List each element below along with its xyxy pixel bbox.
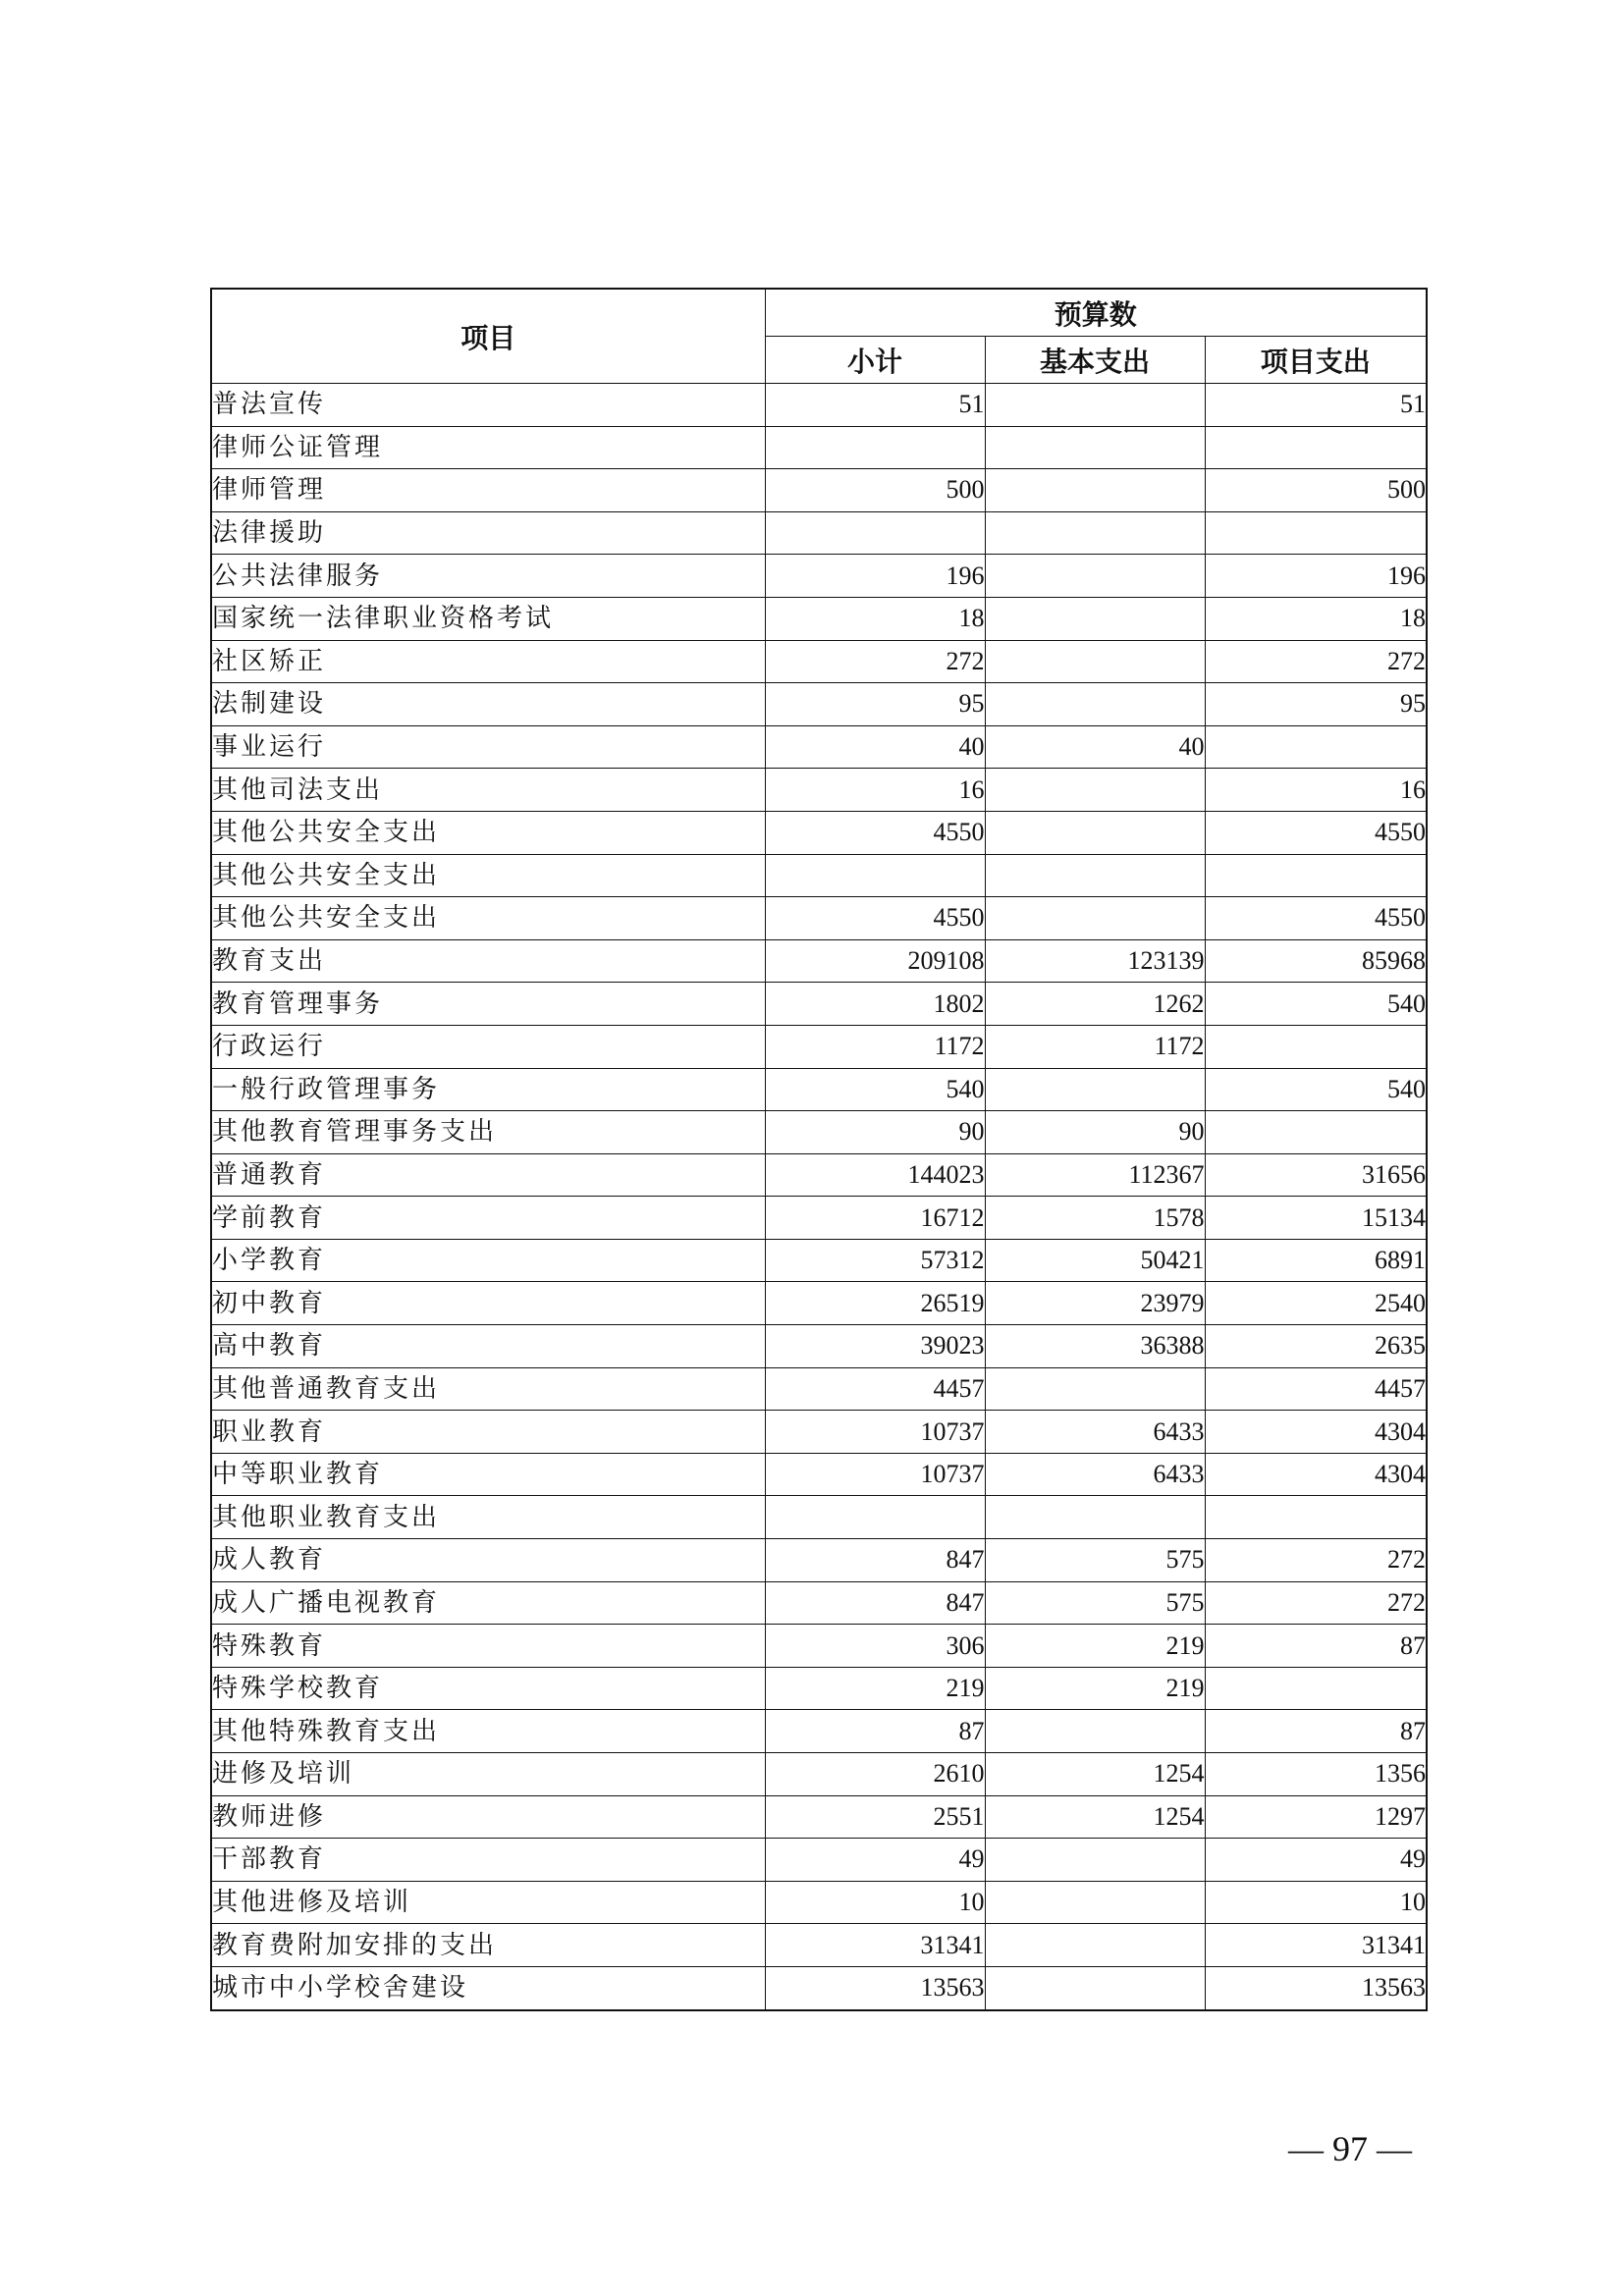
row-basic-value: 23979	[985, 1282, 1205, 1325]
row-basic-value: 6433	[985, 1453, 1205, 1496]
row-project-value: 13563	[1205, 1966, 1427, 2009]
header-project: 项目支出	[1205, 337, 1427, 384]
table-row	[211, 1325, 1427, 1368]
row-item-name: 法制建设	[211, 683, 765, 726]
row-item-name: 城市中小学校舍建设	[211, 1966, 765, 2009]
table-row	[211, 983, 1427, 1026]
row-subtotal-value: 40	[765, 725, 985, 769]
row-item-name: 高中教育	[211, 1325, 765, 1368]
table-row	[211, 1111, 1427, 1154]
row-subtotal-value: 90	[765, 1111, 985, 1154]
row-item-name: 其他公共安全支出	[211, 897, 765, 940]
row-basic-value: 1254	[985, 1795, 1205, 1839]
row-project-value: 4550	[1205, 811, 1427, 854]
row-project-value: 51	[1205, 384, 1427, 427]
table-row	[211, 384, 1427, 427]
row-item-name: 其他进修及培训	[211, 1881, 765, 1924]
table-row	[211, 1411, 1427, 1454]
row-subtotal-value: 51	[765, 384, 985, 427]
row-basic-value	[985, 854, 1205, 897]
row-subtotal-value	[765, 426, 985, 469]
row-basic-value	[985, 1966, 1205, 2009]
row-item-name: 国家统一法律职业资格考试	[211, 597, 765, 640]
table-row	[211, 1625, 1427, 1668]
table-header	[211, 289, 1427, 384]
row-subtotal-value: 209108	[765, 939, 985, 983]
row-project-value: 95	[1205, 683, 1427, 726]
row-basic-value: 112367	[985, 1153, 1205, 1197]
row-subtotal-value: 57312	[765, 1239, 985, 1282]
header-budget: 预算数	[765, 289, 1427, 337]
row-project-value: 540	[1205, 983, 1427, 1026]
table-body	[211, 384, 1427, 2010]
row-subtotal-value: 306	[765, 1625, 985, 1668]
row-subtotal-value	[765, 1496, 985, 1539]
row-project-value: 31656	[1205, 1153, 1427, 1197]
row-subtotal-value: 847	[765, 1539, 985, 1582]
row-subtotal-value: 4550	[765, 897, 985, 940]
row-project-value	[1205, 511, 1427, 555]
row-project-value: 500	[1205, 469, 1427, 512]
table-row	[211, 1282, 1427, 1325]
row-basic-value	[985, 1068, 1205, 1111]
row-subtotal-value: 49	[765, 1839, 985, 1882]
row-item-name: 社区矫正	[211, 640, 765, 683]
row-basic-value	[985, 1367, 1205, 1411]
row-subtotal-value: 16	[765, 769, 985, 812]
row-project-value: 272	[1205, 640, 1427, 683]
row-item-name: 律师公证管理	[211, 426, 765, 469]
table-row	[211, 811, 1427, 854]
row-item-name: 进修及培训	[211, 1753, 765, 1796]
row-basic-value	[985, 1839, 1205, 1882]
row-subtotal-value: 1172	[765, 1025, 985, 1068]
row-subtotal-value: 4550	[765, 811, 985, 854]
row-item-name: 事业运行	[211, 725, 765, 769]
row-item-name: 其他公共安全支出	[211, 811, 765, 854]
row-item-name: 其他教育管理事务支出	[211, 1111, 765, 1154]
row-item-name: 法律援助	[211, 511, 765, 555]
row-basic-value	[985, 1924, 1205, 1967]
row-item-name: 其他普通教育支出	[211, 1367, 765, 1411]
row-item-name: 小学教育	[211, 1239, 765, 1282]
row-project-value: 49	[1205, 1839, 1427, 1882]
row-basic-value: 50421	[985, 1239, 1205, 1282]
row-subtotal-value: 4457	[765, 1367, 985, 1411]
row-item-name: 一般行政管理事务	[211, 1068, 765, 1111]
row-subtotal-value: 144023	[765, 1153, 985, 1197]
row-project-value: 10	[1205, 1881, 1427, 1924]
row-project-value: 4304	[1205, 1411, 1427, 1454]
table-row	[211, 725, 1427, 769]
row-basic-value	[985, 897, 1205, 940]
row-project-value: 87	[1205, 1625, 1427, 1668]
row-project-value: 2635	[1205, 1325, 1427, 1368]
row-subtotal-value: 10737	[765, 1453, 985, 1496]
row-project-value	[1205, 1496, 1427, 1539]
table-row	[211, 1667, 1427, 1710]
row-item-name: 教育费附加安排的支出	[211, 1924, 765, 1967]
row-item-name: 特殊学校教育	[211, 1667, 765, 1710]
row-project-value	[1205, 854, 1427, 897]
row-subtotal-value: 540	[765, 1068, 985, 1111]
row-subtotal-value: 847	[765, 1581, 985, 1625]
header-basic: 基本支出	[985, 337, 1205, 384]
row-item-name: 教育支出	[211, 939, 765, 983]
row-basic-value: 219	[985, 1667, 1205, 1710]
row-item-name: 教师进修	[211, 1795, 765, 1839]
table-row	[211, 555, 1427, 598]
row-basic-value	[985, 1496, 1205, 1539]
row-basic-value	[985, 597, 1205, 640]
row-subtotal-value: 500	[765, 469, 985, 512]
row-item-name: 普通教育	[211, 1153, 765, 1197]
table-row	[211, 1753, 1427, 1796]
row-subtotal-value: 13563	[765, 1966, 985, 2009]
row-subtotal-value	[765, 511, 985, 555]
row-item-name: 成人教育	[211, 1539, 765, 1582]
table-row	[211, 1496, 1427, 1539]
row-basic-value: 1262	[985, 983, 1205, 1026]
row-basic-value	[985, 683, 1205, 726]
row-basic-value	[985, 1710, 1205, 1753]
row-basic-value	[985, 469, 1205, 512]
row-project-value	[1205, 426, 1427, 469]
row-subtotal-value: 272	[765, 640, 985, 683]
row-basic-value	[985, 511, 1205, 555]
row-basic-value	[985, 811, 1205, 854]
row-subtotal-value: 87	[765, 1710, 985, 1753]
table-row	[211, 769, 1427, 812]
row-project-value: 2540	[1205, 1282, 1427, 1325]
table-row	[211, 1367, 1427, 1411]
row-subtotal-value: 18	[765, 597, 985, 640]
row-project-value: 15134	[1205, 1197, 1427, 1240]
row-basic-value	[985, 426, 1205, 469]
table-row	[211, 1197, 1427, 1240]
row-subtotal-value: 16712	[765, 1197, 985, 1240]
row-subtotal-value: 26519	[765, 1282, 985, 1325]
row-project-value: 1356	[1205, 1753, 1427, 1796]
row-project-value: 272	[1205, 1581, 1427, 1625]
row-project-value	[1205, 725, 1427, 769]
table-row	[211, 683, 1427, 726]
row-subtotal-value: 31341	[765, 1924, 985, 1967]
row-project-value: 18	[1205, 597, 1427, 640]
row-basic-value: 6433	[985, 1411, 1205, 1454]
row-subtotal-value: 2610	[765, 1753, 985, 1796]
row-item-name: 中等职业教育	[211, 1453, 765, 1496]
table-row	[211, 1839, 1427, 1882]
row-basic-value: 219	[985, 1625, 1205, 1668]
table-row	[211, 939, 1427, 983]
row-subtotal-value	[765, 854, 985, 897]
row-project-value: 4457	[1205, 1367, 1427, 1411]
row-project-value: 6891	[1205, 1239, 1427, 1282]
table-row	[211, 640, 1427, 683]
row-item-name: 普法宣传	[211, 384, 765, 427]
table-row	[211, 897, 1427, 940]
header-row-top	[211, 289, 1427, 337]
row-subtotal-value: 2551	[765, 1795, 985, 1839]
table-row	[211, 469, 1427, 512]
row-item-name: 干部教育	[211, 1839, 765, 1882]
row-basic-value	[985, 769, 1205, 812]
table-row	[211, 1924, 1427, 1967]
row-item-name: 其他司法支出	[211, 769, 765, 812]
row-project-value: 272	[1205, 1539, 1427, 1582]
row-item-name: 学前教育	[211, 1197, 765, 1240]
row-basic-value: 36388	[985, 1325, 1205, 1368]
row-project-value: 87	[1205, 1710, 1427, 1753]
row-project-value	[1205, 1667, 1427, 1710]
row-project-value: 1297	[1205, 1795, 1427, 1839]
table-row	[211, 1453, 1427, 1496]
table-row	[211, 1153, 1427, 1197]
row-project-value: 4304	[1205, 1453, 1427, 1496]
row-subtotal-value: 219	[765, 1667, 985, 1710]
row-subtotal-value: 95	[765, 683, 985, 726]
row-project-value: 85968	[1205, 939, 1427, 983]
row-subtotal-value: 10737	[765, 1411, 985, 1454]
row-basic-value: 123139	[985, 939, 1205, 983]
row-basic-value	[985, 384, 1205, 427]
row-subtotal-value: 1802	[765, 983, 985, 1026]
row-item-name: 成人广播电视教育	[211, 1581, 765, 1625]
row-project-value: 31341	[1205, 1924, 1427, 1967]
table-row	[211, 1881, 1427, 1924]
row-item-name: 其他职业教育支出	[211, 1496, 765, 1539]
row-project-value: 540	[1205, 1068, 1427, 1111]
row-item-name: 教育管理事务	[211, 983, 765, 1026]
row-basic-value: 1254	[985, 1753, 1205, 1796]
row-item-name: 特殊教育	[211, 1625, 765, 1668]
table-row	[211, 1795, 1427, 1839]
row-item-name: 职业教育	[211, 1411, 765, 1454]
row-item-name: 公共法律服务	[211, 555, 765, 598]
table-row	[211, 426, 1427, 469]
row-basic-value: 575	[985, 1539, 1205, 1582]
budget-table	[210, 288, 1428, 2011]
row-item-name: 初中教育	[211, 1282, 765, 1325]
row-project-value: 4550	[1205, 897, 1427, 940]
row-item-name: 行政运行	[211, 1025, 765, 1068]
table-row	[211, 1581, 1427, 1625]
table-row	[211, 1239, 1427, 1282]
row-basic-value: 1578	[985, 1197, 1205, 1240]
row-item-name: 其他公共安全支出	[211, 854, 765, 897]
row-project-value: 16	[1205, 769, 1427, 812]
row-project-value: 196	[1205, 555, 1427, 598]
table-row	[211, 1539, 1427, 1582]
page-number: — 97 —	[1288, 2129, 1412, 2168]
table-row	[211, 1068, 1427, 1111]
table-row	[211, 1966, 1427, 2009]
row-basic-value: 1172	[985, 1025, 1205, 1068]
row-item-name: 律师管理	[211, 469, 765, 512]
table-row	[211, 1710, 1427, 1753]
header-subtotal: 小计	[765, 337, 985, 384]
row-subtotal-value: 196	[765, 555, 985, 598]
header-item: 项目	[211, 289, 765, 384]
row-item-name: 其他特殊教育支出	[211, 1710, 765, 1753]
row-basic-value: 575	[985, 1581, 1205, 1625]
row-basic-value	[985, 555, 1205, 598]
table-row	[211, 1025, 1427, 1068]
row-project-value	[1205, 1111, 1427, 1154]
table-row	[211, 511, 1427, 555]
table-row	[211, 597, 1427, 640]
row-subtotal-value: 39023	[765, 1325, 985, 1368]
row-subtotal-value: 10	[765, 1881, 985, 1924]
row-basic-value: 90	[985, 1111, 1205, 1154]
row-basic-value	[985, 1881, 1205, 1924]
row-project-value	[1205, 1025, 1427, 1068]
table-row	[211, 854, 1427, 897]
row-basic-value: 40	[985, 725, 1205, 769]
row-basic-value	[985, 640, 1205, 683]
